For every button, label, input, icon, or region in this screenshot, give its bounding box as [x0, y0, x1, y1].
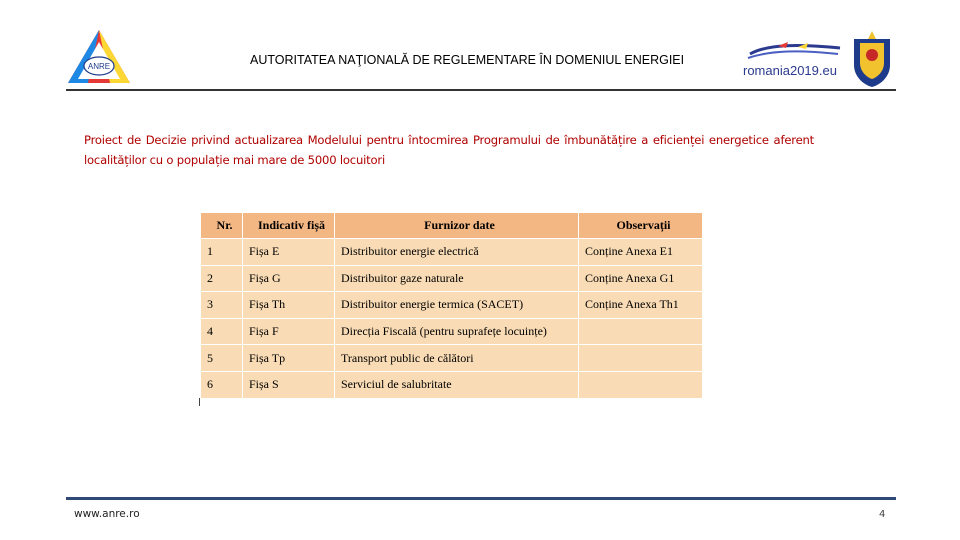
- table-row: [201, 239, 703, 266]
- cell-indicativ: Fișa F: [243, 318, 335, 345]
- romania2019-text: romania2019.eu: [743, 63, 837, 78]
- header-divider: [66, 89, 896, 91]
- cell-observatii: Conține Anexa Th1: [579, 292, 703, 319]
- cell-indicativ: Fișa E: [243, 239, 335, 266]
- anre-logo-text: ANRE: [87, 62, 111, 71]
- cell-nr: 2: [201, 265, 243, 292]
- table-row: [201, 265, 703, 292]
- footer-divider: [66, 497, 896, 500]
- cell-furnizor: Serviciul de salubritate: [335, 371, 579, 398]
- cell-furnizor: Transport public de călători: [335, 345, 579, 372]
- cell-observatii: [579, 345, 703, 372]
- cell-indicativ: Fișa G: [243, 265, 335, 292]
- cell-nr: 3: [201, 292, 243, 319]
- cell-indicativ: Fișa Th: [243, 292, 335, 319]
- header-title: AUTORITATEA NAŢIONALĂ DE REGLEMENTARE ÎN DOMENIUL ENERGIEI: [250, 53, 685, 67]
- fise-table: [200, 212, 703, 399]
- coat-of-arms-icon: [850, 25, 894, 89]
- header-furnizor: Furnizor date: [335, 213, 579, 239]
- header-nr: Nr.: [201, 213, 243, 239]
- cell-nr: 6: [201, 371, 243, 398]
- cell-furnizor: Direcția Fiscală (pentru suprafețe locuințe): [335, 318, 579, 345]
- cell-furnizor: Distribuitor energie termica (SACET): [335, 292, 579, 319]
- cell-observatii: Conține Anexa E1: [579, 239, 703, 266]
- slide-subtitle: Proiect de Decizie privind actualizarea Modelului pentru întocmirea Programului de îmbunătățire a eficienței energetice aferent localităților cu o populație mai mare de 5000 locuitori: [84, 133, 814, 167]
- header-observatii: Observații: [579, 213, 703, 239]
- cell-nr: 4: [201, 318, 243, 345]
- cell-nr: 5: [201, 345, 243, 372]
- table-row: [201, 292, 703, 319]
- table-row: [201, 318, 703, 345]
- table-row: [201, 371, 703, 398]
- page-number: 4: [879, 509, 886, 520]
- cell-observatii: [579, 371, 703, 398]
- cell-observatii: [579, 318, 703, 345]
- table-row: [201, 345, 703, 372]
- header-indicativ: Indicativ fișă: [243, 213, 335, 239]
- cell-furnizor: Distribuitor energie electrică: [335, 239, 579, 266]
- cell-furnizor: Distribuitor gaze naturale: [335, 265, 579, 292]
- cell-observatii: Conține Anexa G1: [579, 265, 703, 292]
- footer-url[interactable]: www.anre.ro: [74, 508, 140, 520]
- cell-indicativ: Fișa S: [243, 371, 335, 398]
- cell-indicativ: Fișa Tp: [243, 345, 335, 372]
- table-header-row: [201, 213, 703, 239]
- anre-logo: [66, 28, 132, 86]
- cell-nr: 1: [201, 239, 243, 266]
- table-edge-mark: [199, 398, 200, 406]
